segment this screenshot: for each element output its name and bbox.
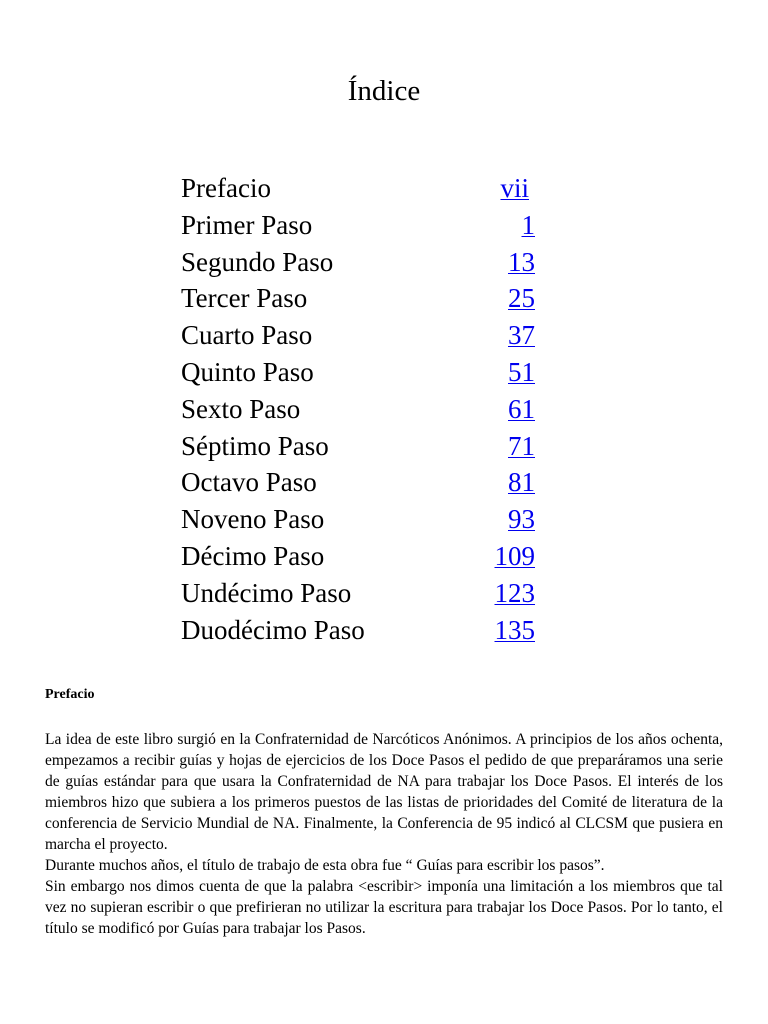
toc-row <box>181 428 535 465</box>
toc-row <box>181 170 535 207</box>
toc-page-link[interactable]: 71 <box>508 430 535 461</box>
toc-entry-label: Octavo Paso <box>181 467 317 498</box>
toc-entry-label: Sexto Paso <box>181 393 301 424</box>
toc-row <box>181 612 535 649</box>
toc-entry-label: Tercer Paso <box>181 283 308 314</box>
toc-entry-label: Cuarto Paso <box>181 320 313 351</box>
toc-page-link[interactable]: 123 <box>494 577 535 608</box>
toc-row <box>181 317 535 354</box>
toc-entry-label: Undécimo Paso <box>181 577 352 608</box>
toc-page-link[interactable]: 13 <box>508 246 535 277</box>
toc-row <box>181 464 535 501</box>
toc-entry-label: Prefacio <box>181 173 271 203</box>
toc-row <box>181 501 535 538</box>
toc-page-link[interactable]: 25 <box>508 283 535 314</box>
toc-page-link[interactable]: vii <box>500 173 529 203</box>
preface-paragraph: La idea de este libro surgió en la Confraternidad de Narcóticos Anónimos. A principios de los años ochenta, empezamos a recibir guías y hojas de ejercicios de los Doce Pasos el pedido de que preparáramos una serie de guías estándar para que usara la Confraternidad de NA para trabajar los Doce Pasos. El interés de los miembros hizo que subiera a los primeros puestos de las listas de prioridades del Comité de literatura de la conferencia de Servicio Mundial de NA. Finalmente, la Conferencia de 95 indicó al CLCSM que pusiera en marcha el proyecto. <box>45 731 723 853</box>
toc-page-link[interactable]: 93 <box>508 504 535 535</box>
toc-row <box>181 354 535 391</box>
toc-row <box>181 244 535 281</box>
table-of-contents <box>181 170 535 648</box>
toc-row <box>181 391 535 428</box>
toc-entry-label: Décimo Paso <box>181 540 325 571</box>
toc-row <box>181 207 535 244</box>
preface-paragraph: Sin embargo nos dimos cuenta de que la palabra <escribir> imponía una limitación a los miembros que tal vez no supieran escribir o que prefirieran no utilizar la escritura para trabajar los Doce Pasos. Por lo tanto, el título se modificó por Guías para trabajar los Pasos. <box>45 878 723 937</box>
toc-page-link[interactable]: 61 <box>508 393 535 424</box>
toc-entry-label: Quinto Paso <box>181 356 314 387</box>
page-title: Índice <box>347 75 421 107</box>
toc-row <box>181 538 535 575</box>
toc-entry-label: Duodécimo Paso <box>181 614 365 645</box>
toc-page-link[interactable]: 37 <box>508 320 535 351</box>
toc-entry-label: Séptimo Paso <box>181 430 329 461</box>
toc-entry-label: Noveno Paso <box>181 504 325 535</box>
toc-page-link[interactable]: 135 <box>494 614 535 645</box>
toc-page-link[interactable]: 109 <box>494 540 535 571</box>
toc-page-link[interactable]: 51 <box>508 356 535 387</box>
toc-page-link[interactable]: 81 <box>508 467 535 498</box>
preface-heading: Prefacio <box>45 687 95 702</box>
preface-body <box>45 729 723 939</box>
toc-row <box>181 575 535 612</box>
toc-entry-label: Primer Paso <box>181 209 313 240</box>
toc-page-link[interactable]: 1 <box>521 209 535 240</box>
toc-entry-label: Segundo Paso <box>181 246 334 277</box>
preface-paragraph: Durante muchos años, el título de trabajo de esta obra fue “ Guías para escribir los pasos”. <box>45 857 605 874</box>
toc-row <box>181 280 535 317</box>
